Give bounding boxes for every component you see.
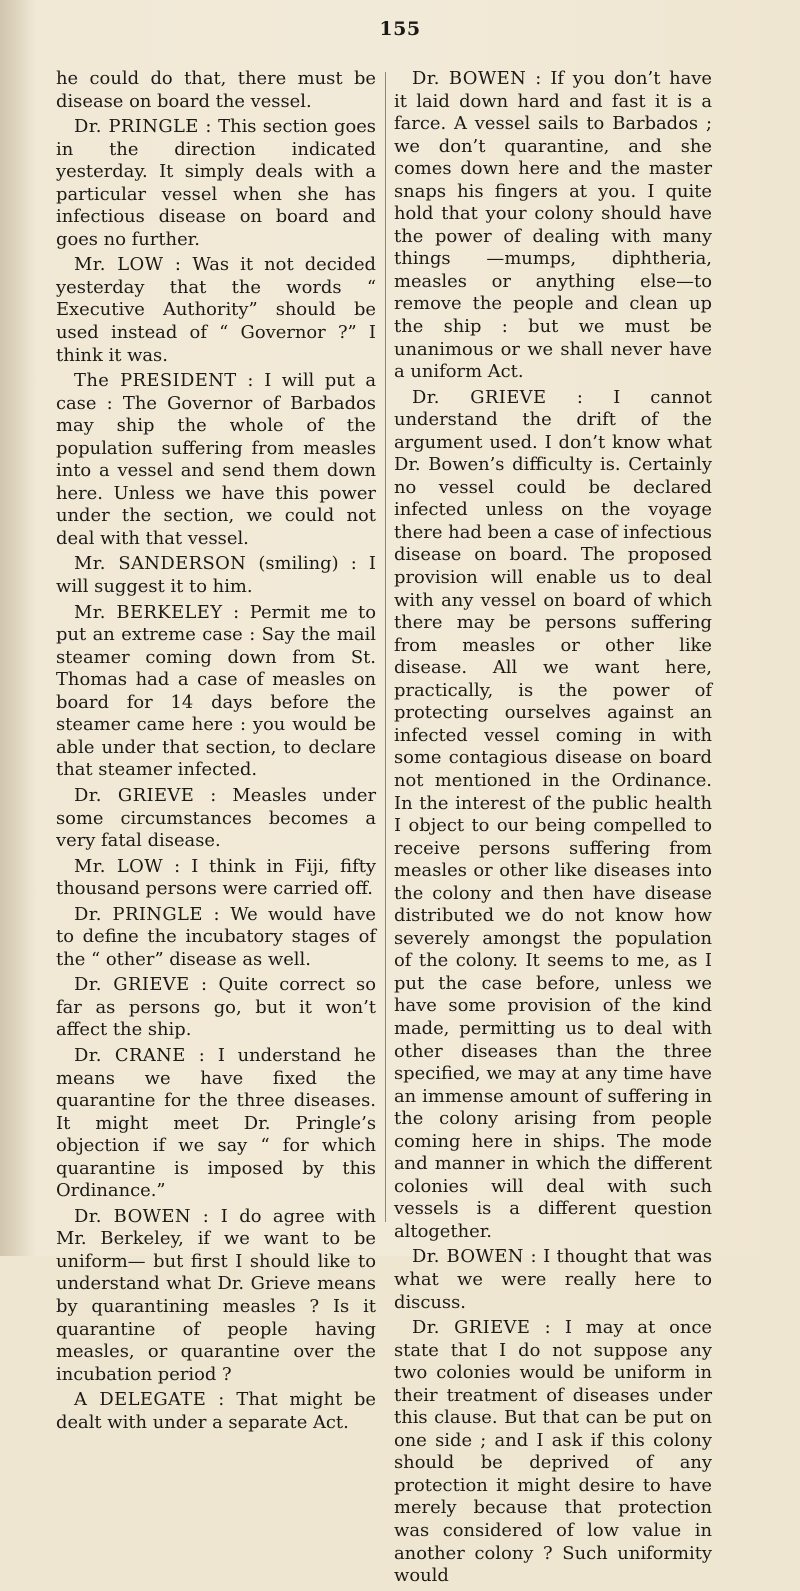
paragraph <box>56 1389 376 1434</box>
paragraph <box>56 116 376 251</box>
paragraph-text: I think in Fiji, fifty thousand persons were carried off. <box>56 855 376 900</box>
paragraph <box>56 974 376 1042</box>
paragraph <box>394 1246 712 1314</box>
speaker-name: Dr. GRIEVE : <box>412 1317 552 1339</box>
paragraph-text: he could do that, there must be disease on board the vessel. <box>56 68 376 112</box>
paragraph-text: I cannot understand the drift of the argument used. I don’t know what Dr. Bowen’s difficulty is. Certainly no vessel could be declared infected unless on the voyage there had been a case of infectious disease on board. The proposed provision will enable us to deal with any vessel on board of which there may be persons suffering from measles or other like disease. All we want here, practically, is the power of protecting ourselves against an infected vessel coming in with some contagious disease on board not mentioned in the Ordinance. In the interest of the public health I object to our being compelled to receive persons suffering from measles or other like diseases into the colony and then have disease distributed we do not know how severely amongst the population of the colony. It seems to me, as I put the case before, unless we have some provision of the kind made, permitting us to deal with other diseases than the three specified, we may at any time have an immense amount of suffering in the colony arising from people coming here in ships. The mode and manner in which the different colonies will deal with such vessels is a different question altogether. <box>394 386 712 1242</box>
right-column <box>394 68 712 1591</box>
paragraph <box>394 387 712 1244</box>
paragraph-text: I may at once state that I do not suppose any two colonies would be uniform in their treatment of diseases under this clause. But that can be put on one side ; and I ask if this colony should be deprived of any protection it might desire to have merely because that protection was considered of low value in another colony ? Such uniformity would <box>394 1317 713 1587</box>
paragraph-text: I understand he means we have fixed the quarantine for the three diseases. It might meet Dr. Pringle’s objection if we say “ for which quarantine is imposed by this Ordinance.” <box>56 1044 376 1202</box>
speaker-name: Dr. BOWEN : <box>74 1205 210 1227</box>
column-divider <box>385 72 386 1222</box>
speaker-name: Dr. CRANE : <box>74 1044 206 1066</box>
left-column <box>56 68 376 1437</box>
paragraph-text: Was it not decided yesterday that the words “ Executive Authority” should be used instead of “ Governor ?” I think it was. <box>56 254 376 366</box>
speaker-name: Mr. LOW : <box>74 254 182 276</box>
speaker-name: Dr. PRINGLE : <box>74 903 220 925</box>
speaker-name: Dr. GRIEVE : <box>74 784 217 806</box>
speaker-name: Mr. SANDERSON <box>74 553 247 575</box>
paragraph-text: I do agree with Mr. Berkeley, if we want to be uniform— but first I should like to understand what Dr. Grieve means by quarantining measles ? Is it quarantine of people having measles, or quarantine over the incubation period ? <box>56 1205 376 1385</box>
paragraph-text: This section goes in the direction indicated yesterday. It simply deals with a particular vessel when she has infectious disease on board and goes no further. <box>56 116 376 250</box>
paragraph-text: (smiling) : I will suggest it to him. <box>56 553 376 598</box>
paragraph <box>56 904 376 972</box>
paragraph <box>56 1206 376 1386</box>
binding-shadow <box>0 0 38 1256</box>
paragraph-text: If you don’t have it laid down hard and fast it is a farce. A vessel sails to Barbados ; we don’t quarantine, and she comes down here and the master snaps his fingers at you. I quite hold that your colony should have the power of dealing with many things —mumps, diphtheria, measles or anything else—to remove the people and clean up the ship : but we must be unanimous or we shall never have a uniform Act. <box>394 68 713 383</box>
paragraph <box>56 254 376 367</box>
paragraph <box>56 1045 376 1203</box>
paragraph-text: I will put a case : The Governor of Barbados may ship the whole of the population suffering from measles into a vessel and send them down here. Unless we have this power under the section, we could not deal with that vessel. <box>56 370 376 549</box>
paragraph <box>56 68 376 113</box>
paragraph <box>394 68 712 384</box>
paragraph-text: Measles under some circumstances becomes a very fatal disease. <box>56 784 376 852</box>
paragraph <box>56 553 376 598</box>
paragraph-text: Permit me to put an extreme case : Say the mail steamer coming down from St. Thomas had a case of measles on board for 14 days before the steamer came here : you would be able under that section, to declare that steamer infected. <box>56 601 377 781</box>
paragraph <box>56 856 376 901</box>
speaker-name: Mr. LOW : <box>74 855 181 877</box>
paragraph <box>56 785 376 853</box>
paragraph <box>394 1317 712 1588</box>
page-number: 155 <box>379 18 421 40</box>
speaker-name: A DELEGATE : <box>74 1389 225 1411</box>
speaker-name: The PRESIDENT : <box>74 370 254 392</box>
speaker-name: Dr. BOWEN : <box>412 68 542 89</box>
paragraph-text: Quite correct so far as persons go, but it won’t affect the ship. <box>56 974 376 1041</box>
paragraph <box>56 602 376 782</box>
speaker-name: Dr. GRIEVE : <box>74 974 208 996</box>
speaker-name: Dr. GRIEVE : <box>412 386 584 408</box>
paragraph-text: That might be dealt with under a separate Act. <box>56 1389 377 1433</box>
paragraph-text: We would have to define the incubatory stages of the “ other” disease as well. <box>56 903 376 970</box>
paragraph-text: I thought that was what we were really here to discuss. <box>394 1246 712 1313</box>
paragraph <box>56 370 376 550</box>
speaker-name: Mr. BERKELEY : <box>74 601 240 623</box>
speaker-name: Dr. BOWEN : <box>412 1246 537 1268</box>
speaker-name: Dr. PRINGLE : <box>74 116 212 138</box>
